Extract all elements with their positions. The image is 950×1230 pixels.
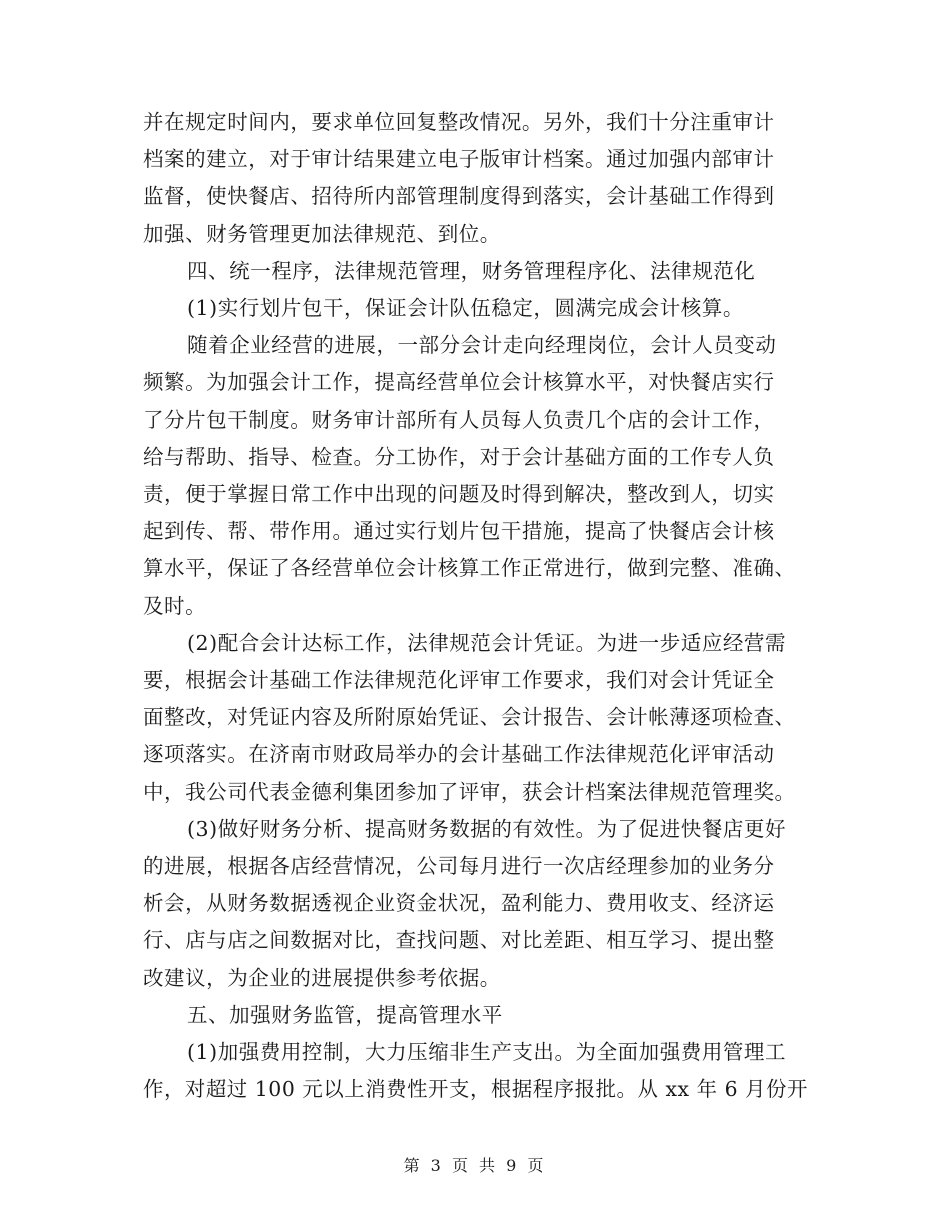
text-line: (1)加强费用控制，大力压缩非生产支出。为全面加强费用管理工 (187, 1040, 787, 1065)
paragraph (143, 1034, 808, 1108)
paragraph (143, 104, 808, 253)
paragraph (143, 625, 808, 811)
text-line: 加强、财务管理更加法律规范、到位。 (143, 221, 501, 246)
text-line: 起到传、帮、带作用。通过实行划片包干措施，提高了快餐店会计核 (143, 519, 775, 544)
text-line: (3)做好财务分析、提高财务数据的有效性。为了促进快餐店更好 (187, 816, 787, 841)
text-line: 面整改，对凭证内容及所附原始凭证、会计报告、会计帐薄逐项检查、 (143, 705, 796, 730)
text-line: 给与帮助、指导、检查。分工协作，对于会计基础方面的工作专人负 (143, 444, 775, 469)
text-line: 析会，从财务数据透视企业资金状况，盈利能力、费用收支、经济运 (143, 891, 775, 916)
text-line: 行、店与店之间数据对比，查找问题、对比差距、相互学习、提出整 (143, 928, 775, 953)
text-line: 监督，使快餐店、招待所内部管理制度得到落实，会计基础工作得到 (143, 184, 775, 209)
text-line: 频繁。为加强会计工作，提高经营单位会计核算水平，对快餐店实行 (143, 370, 775, 395)
text-line: 并在规定时间内，要求单位回复整改情况。另外，我们十分注重审计 (143, 110, 775, 134)
page-number-footer: 第 3 页 共 9 页 (403, 1156, 547, 1175)
text-line: 逐项落实。在济南市财政局举办的会计基础工作法律规范化评审活动 (143, 742, 775, 767)
text-line: 算水平，保证了各经营单位会计核算工作正常进行，做到完整、准确、 (143, 556, 796, 581)
text-line: (1)实行划片包干，保证会计队伍稳定，圆满完成会计核算。 (187, 296, 744, 321)
paragraph (143, 997, 808, 1034)
text-line: 四、统一程序，法律规范管理，财务管理程序化、法律规范化 (187, 258, 756, 283)
text-line: (2)配合会计达标工作，法律规范会计凭证。为进一步适应经营需 (187, 630, 787, 655)
text-line: 中，我公司代表金德利集团参加了评审，获会计档案法律规范管理奖。 (143, 779, 796, 804)
text-line: 及时。 (143, 593, 207, 618)
text-line: 改建议，为企业的进展提供参考依据。 (143, 965, 501, 990)
paragraph (143, 811, 808, 997)
paragraph (143, 290, 808, 327)
text-line: 作，对超过 100 元以上消费性开支，根据程序报批。从 xx 年 6 月份开 (143, 1077, 808, 1102)
text-line: 档案的建立，对于审计结果建立电子版审计档案。通过加强内部审计 (143, 147, 775, 172)
text-line: 的进展，根据各店经营情况，公司每月进行一次店经理参加的业务分 (143, 854, 775, 879)
text-line: 了分片包干制度。财务审计部所有人员每人负责几个店的会计工作， (143, 407, 775, 432)
text-line: 责，便于掌握日常工作中出现的问题及时得到解决，整改到人，切实 (143, 482, 775, 507)
text-line: 随着企业经营的进展，一部分会计走向经理岗位，会计人员变动 (187, 333, 777, 358)
paragraph (143, 253, 808, 290)
text-line: 五、加强财务监管，提高管理水平 (187, 1002, 503, 1027)
text-line: 要，根据会计基础工作法律规范化评审工作要求，我们对会计凭证全 (143, 668, 775, 693)
document-body (143, 104, 808, 1108)
paragraph (143, 327, 808, 625)
